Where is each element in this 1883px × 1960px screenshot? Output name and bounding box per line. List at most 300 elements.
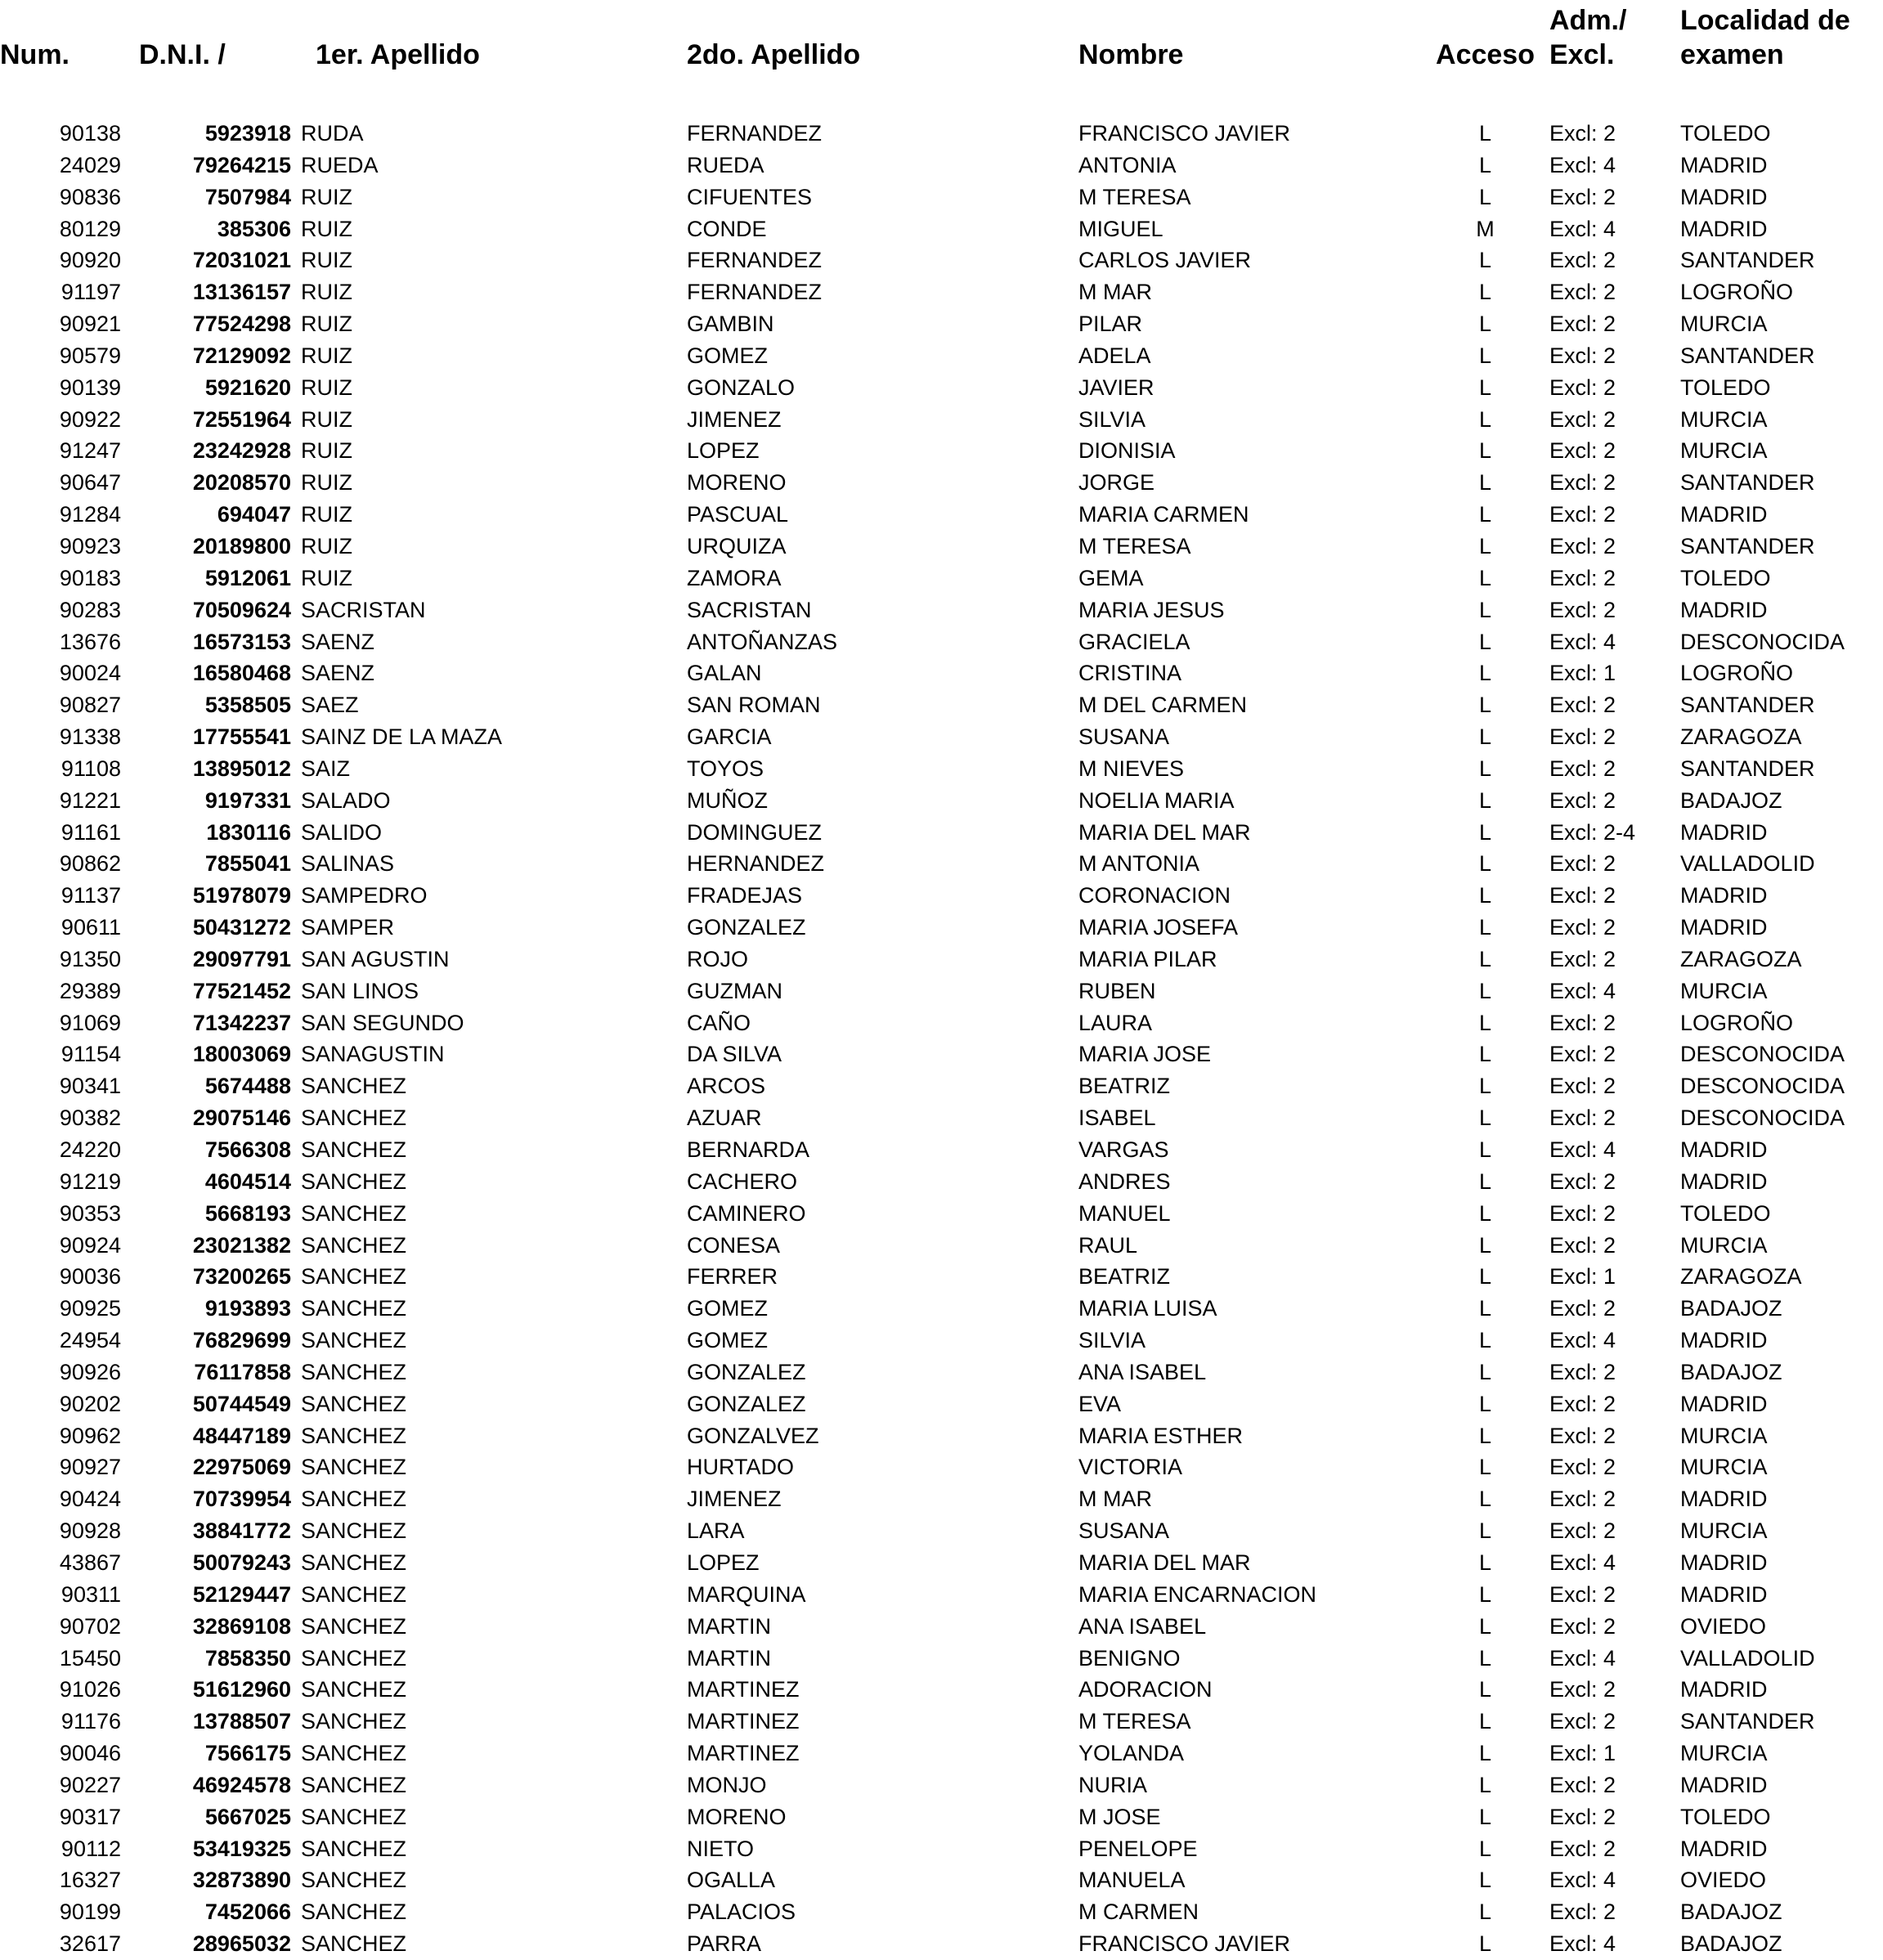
cell-num: 91247 xyxy=(59,438,121,464)
cell-apellido2: TOYOS xyxy=(687,756,764,781)
cell-localidad: BADAJOZ xyxy=(1680,1359,1782,1384)
cell-num: 90923 xyxy=(59,533,121,558)
cell-nombre: MIGUEL xyxy=(1078,216,1163,241)
cell-num: 91176 xyxy=(61,1709,121,1734)
cell-dni: 13788507 xyxy=(192,1709,291,1734)
cell-num: 90827 xyxy=(59,693,121,718)
table-row xyxy=(0,721,1883,753)
cell-num: 90311 xyxy=(61,1581,121,1607)
cell-acceso: L xyxy=(1478,1487,1492,1512)
cell-dni: 7858350 xyxy=(204,1645,291,1671)
cell-nombre: CARLOS JAVIER xyxy=(1078,248,1252,273)
cell-adm-excl: Excl: 4 xyxy=(1549,152,1616,177)
cell-num: 90046 xyxy=(59,1741,121,1766)
cell-apellido1: SANCHEZ xyxy=(301,1899,407,1925)
cell-dni: 5912061 xyxy=(204,565,291,590)
cell-nombre: GEMA xyxy=(1078,565,1144,590)
cell-apellido1: SANCHEZ xyxy=(301,1391,407,1416)
cell-num: 90928 xyxy=(59,1518,121,1544)
cell-apellido2: JIMENEZ xyxy=(687,406,782,432)
cell-apellido1: RUIZ xyxy=(301,375,352,400)
cell-localidad: SANTANDER xyxy=(1680,693,1815,718)
cell-apellido1: RUIZ xyxy=(301,565,352,590)
cell-adm-excl: Excl: 2 xyxy=(1549,1042,1616,1067)
cell-num: 90227 xyxy=(59,1772,121,1797)
header-nombre: Nombre xyxy=(1078,39,1184,70)
cell-dni: 16580468 xyxy=(192,661,291,686)
cell-dni: 77521452 xyxy=(192,978,291,1003)
cell-acceso: L xyxy=(1478,1074,1492,1099)
cell-nombre: ADELA xyxy=(1078,343,1151,368)
cell-dni: 71342237 xyxy=(192,1010,291,1035)
cell-nombre: PENELOPE xyxy=(1078,1836,1198,1861)
cell-apellido1: SALINAS xyxy=(301,851,395,877)
cell-acceso: L xyxy=(1478,375,1492,400)
cell-adm-excl: Excl: 2 xyxy=(1549,1074,1616,1099)
cell-apellido2: MORENO xyxy=(687,1804,787,1829)
cell-num: 90183 xyxy=(59,565,121,590)
cell-localidad: MURCIA xyxy=(1680,1455,1768,1480)
cell-acceso: L xyxy=(1478,851,1492,877)
cell-nombre: MARIA DEL MAR xyxy=(1078,1550,1251,1575)
cell-acceso: L xyxy=(1478,438,1492,464)
cell-adm-excl: Excl: 2 xyxy=(1549,756,1616,781)
cell-adm-excl: Excl: 2 xyxy=(1549,946,1616,971)
table-row xyxy=(0,118,1883,150)
cell-dni: 7566308 xyxy=(204,1137,291,1162)
cell-acceso: L xyxy=(1478,502,1492,527)
cell-dni: 13136157 xyxy=(192,280,291,305)
table-row xyxy=(0,1547,1883,1579)
table-row xyxy=(0,1706,1883,1738)
cell-apellido2: OGALLA xyxy=(687,1868,776,1893)
cell-adm-excl: Excl: 4 xyxy=(1549,978,1616,1003)
cell-acceso: L xyxy=(1478,1455,1492,1480)
cell-localidad: MURCIA xyxy=(1680,406,1768,432)
cell-adm-excl: Excl: 2 xyxy=(1549,1613,1616,1639)
cell-localidad: TOLEDO xyxy=(1680,121,1771,146)
cell-apellido2: AZUAR xyxy=(687,1106,762,1131)
cell-num: 91154 xyxy=(61,1042,121,1067)
cell-dni: 72551964 xyxy=(192,406,291,432)
cell-apellido1: SANCHEZ xyxy=(301,1550,407,1575)
cell-nombre: M MAR xyxy=(1078,1487,1152,1512)
cell-localidad: MURCIA xyxy=(1680,1518,1768,1544)
cell-localidad: SANTANDER xyxy=(1680,533,1815,558)
header-apellido2: 2do. Apellido xyxy=(687,39,861,70)
cell-nombre: FRANCISCO JAVIER xyxy=(1078,121,1291,146)
cell-nombre: M JOSE xyxy=(1078,1804,1161,1829)
header-apellido1: 1er. Apellido xyxy=(316,39,480,70)
cell-dni: 22975069 xyxy=(192,1455,291,1480)
table-row xyxy=(0,1483,1883,1515)
cell-dni: 76117858 xyxy=(194,1359,291,1384)
cell-dni: 17755541 xyxy=(192,724,291,750)
cell-adm-excl: Excl: 2 xyxy=(1549,1487,1616,1512)
table-row xyxy=(0,689,1883,721)
table-row xyxy=(0,1674,1883,1706)
cell-nombre: MARIA ESTHER xyxy=(1078,1423,1244,1448)
cell-localidad: MADRID xyxy=(1680,1550,1768,1575)
table-row xyxy=(0,1261,1883,1293)
cell-dni: 5923918 xyxy=(204,121,291,146)
cell-nombre: MARIA JOSEFA xyxy=(1078,915,1239,940)
cell-nombre: MARIA PILAR xyxy=(1078,946,1217,971)
cell-nombre: BEATRIZ xyxy=(1078,1264,1171,1289)
cell-apellido1: SANCHEZ xyxy=(301,1868,407,1893)
cell-localidad: DESCONOCIDA xyxy=(1680,1042,1845,1067)
cell-nombre: MARIA JESUS xyxy=(1078,597,1225,622)
cell-localidad: MURCIA xyxy=(1680,978,1768,1003)
cell-nombre: BEATRIZ xyxy=(1078,1074,1171,1099)
cell-apellido2: ANTOÑANZAS xyxy=(687,629,838,654)
cell-nombre: VARGAS xyxy=(1078,1137,1169,1162)
cell-apellido1: SAN AGUSTIN xyxy=(301,946,450,971)
cell-dni: 50079243 xyxy=(192,1550,291,1575)
cell-apellido1: SAENZ xyxy=(301,661,375,686)
cell-dni: 77524298 xyxy=(192,312,291,337)
cell-num: 90024 xyxy=(59,661,121,686)
cell-adm-excl: Excl: 2 xyxy=(1549,1709,1616,1734)
cell-num: 29389 xyxy=(59,978,121,1003)
cell-localidad: MADRID xyxy=(1680,597,1768,622)
cell-localidad: ZARAGOZA xyxy=(1680,946,1802,971)
cell-apellido1: SANCHEZ xyxy=(301,1168,407,1194)
cell-apellido1: SAINZ DE LA MAZA xyxy=(301,724,503,750)
cell-apellido1: SANCHEZ xyxy=(301,1772,407,1797)
cell-apellido1: RUIZ xyxy=(301,312,352,337)
cell-dni: 20189800 xyxy=(192,533,291,558)
cell-acceso: L xyxy=(1478,1645,1492,1671)
cell-localidad: MURCIA xyxy=(1680,1741,1768,1766)
cell-num: 13676 xyxy=(59,629,121,654)
cell-apellido1: SAMPER xyxy=(301,915,395,940)
table-row xyxy=(0,1611,1883,1643)
cell-apellido2: MARTINEZ xyxy=(687,1677,800,1702)
table-row xyxy=(0,1643,1883,1675)
cell-apellido1: RUIZ xyxy=(301,280,352,305)
cell-acceso: L xyxy=(1478,787,1492,813)
cell-localidad: LOGROÑO xyxy=(1680,661,1794,686)
cell-nombre: MARIA LUISA xyxy=(1078,1296,1217,1321)
cell-nombre: ANTONIA xyxy=(1078,152,1177,177)
cell-nombre: NURIA xyxy=(1078,1772,1148,1797)
cell-acceso: L xyxy=(1478,184,1492,209)
table-row xyxy=(0,944,1883,976)
cell-acceso: L xyxy=(1478,1709,1492,1734)
cell-dni: 70739954 xyxy=(192,1487,291,1512)
cell-apellido1: RUIZ xyxy=(301,184,352,209)
cell-acceso: L xyxy=(1478,946,1492,971)
cell-acceso: L xyxy=(1478,1328,1492,1353)
cell-dni: 72031021 xyxy=(192,248,291,273)
table-row xyxy=(0,817,1883,849)
cell-localidad: VALLADOLID xyxy=(1680,851,1815,877)
cell-apellido1: RUDA xyxy=(301,121,364,146)
cell-adm-excl: Excl: 2 xyxy=(1549,1168,1616,1194)
cell-nombre: RAUL xyxy=(1078,1232,1138,1258)
cell-apellido1: SANCHEZ xyxy=(301,1613,407,1639)
cell-adm-excl: Excl: 2 xyxy=(1549,1836,1616,1861)
cell-apellido2: MARTINEZ xyxy=(687,1709,800,1734)
cell-acceso: L xyxy=(1478,565,1492,590)
cell-dni: 50744549 xyxy=(192,1391,291,1416)
cell-localidad: MURCIA xyxy=(1680,1232,1768,1258)
cell-dni: 29097791 xyxy=(192,946,291,971)
cell-adm-excl: Excl: 2 xyxy=(1549,280,1616,305)
cell-apellido2: MARTINEZ xyxy=(687,1741,800,1766)
cell-nombre: M DEL CARMEN xyxy=(1078,693,1248,718)
cell-num: 90702 xyxy=(59,1613,121,1639)
cell-localidad: SANTANDER xyxy=(1680,756,1815,781)
cell-localidad: MADRID xyxy=(1680,1487,1768,1512)
cell-localidad: TOLEDO xyxy=(1680,375,1771,400)
cell-adm-excl: Excl: 2 xyxy=(1549,470,1616,496)
cell-adm-excl: Excl: 2 xyxy=(1549,1232,1616,1258)
cell-adm-excl: Excl: 2 xyxy=(1549,915,1616,940)
table-row xyxy=(0,467,1883,499)
cell-apellido2: MONJO xyxy=(687,1772,767,1797)
cell-dni: 32869108 xyxy=(192,1613,291,1639)
cell-dni: 20208570 xyxy=(192,470,291,496)
table-row xyxy=(0,563,1883,594)
cell-adm-excl: Excl: 2 xyxy=(1549,787,1616,813)
cell-apellido2: BERNARDA xyxy=(687,1137,810,1162)
cell-acceso: L xyxy=(1478,1613,1492,1639)
cell-dni: 5667025 xyxy=(204,1804,291,1829)
cell-localidad: MADRID xyxy=(1680,819,1768,845)
cell-apellido1: SAN SEGUNDO xyxy=(301,1010,464,1035)
cell-dni: 9197331 xyxy=(204,787,291,813)
cell-localidad: VALLADOLID xyxy=(1680,1645,1815,1671)
cell-num: 90036 xyxy=(59,1264,121,1289)
cell-adm-excl: Excl: 4 xyxy=(1549,629,1616,654)
table-row xyxy=(0,244,1883,276)
table-row xyxy=(0,1579,1883,1611)
cell-dni: 7855041 xyxy=(204,851,291,877)
cell-apellido2: ARCOS xyxy=(687,1074,766,1099)
cell-apellido2: MARTIN xyxy=(687,1645,772,1671)
cell-adm-excl: Excl: 2 xyxy=(1549,1359,1616,1384)
cell-localidad: BADAJOZ xyxy=(1680,1296,1782,1321)
cell-localidad: MURCIA xyxy=(1680,438,1768,464)
cell-nombre: SILVIA xyxy=(1078,1328,1146,1353)
cell-localidad: MADRID xyxy=(1680,1836,1768,1861)
cell-acceso: L xyxy=(1478,597,1492,622)
cell-adm-excl: Excl: 4 xyxy=(1549,216,1616,241)
cell-acceso: L xyxy=(1478,470,1492,496)
cell-acceso: L xyxy=(1478,693,1492,718)
table-row xyxy=(0,1102,1883,1134)
cell-nombre: RUBEN xyxy=(1078,978,1156,1003)
table-row xyxy=(0,276,1883,308)
table-row xyxy=(0,213,1883,245)
cell-dni: 38841772 xyxy=(192,1518,291,1544)
cell-dni: 7507984 xyxy=(204,184,291,209)
cell-adm-excl: Excl: 2 xyxy=(1549,851,1616,877)
cell-dni: 48447189 xyxy=(192,1423,291,1448)
cell-apellido2: FRADEJAS xyxy=(687,883,803,908)
cell-num: 90926 xyxy=(59,1359,121,1384)
cell-apellido1: SANCHEZ xyxy=(301,1581,407,1607)
cell-localidad: LOGROÑO xyxy=(1680,1010,1794,1035)
table-row xyxy=(0,1230,1883,1262)
cell-adm-excl: Excl: 2 xyxy=(1549,1804,1616,1829)
cell-num: 91197 xyxy=(61,280,121,305)
cell-num: 90341 xyxy=(59,1074,121,1099)
cell-dni: 7452066 xyxy=(204,1899,291,1925)
header-dni: D.N.I. / xyxy=(139,39,226,70)
table-row xyxy=(0,1928,1883,1960)
cell-apellido1: SACRISTAN xyxy=(301,597,426,622)
header-adm-line1: Adm./ xyxy=(1549,5,1627,36)
cell-localidad: MADRID xyxy=(1680,1137,1768,1162)
cell-apellido2: GONZALEZ xyxy=(687,1359,806,1384)
table-row xyxy=(0,1420,1883,1452)
header-acceso: Acceso xyxy=(1436,39,1535,70)
cell-adm-excl: Excl: 2 xyxy=(1549,121,1616,146)
cell-acceso: L xyxy=(1478,1423,1492,1448)
cell-apellido1: RUIZ xyxy=(301,533,352,558)
cell-localidad: MADRID xyxy=(1680,502,1768,527)
cell-adm-excl: Excl: 2 xyxy=(1549,597,1616,622)
cell-nombre: LAURA xyxy=(1078,1010,1153,1035)
cell-localidad: OVIEDO xyxy=(1680,1868,1767,1893)
cell-adm-excl: Excl: 1 xyxy=(1549,661,1616,686)
cell-nombre: JAVIER xyxy=(1078,375,1154,400)
table-row xyxy=(0,372,1883,404)
cell-nombre: ISABEL xyxy=(1078,1106,1156,1131)
table-row xyxy=(0,404,1883,436)
cell-num: 91350 xyxy=(59,946,121,971)
cell-apellido1: SANCHEZ xyxy=(301,1836,407,1861)
cell-apellido1: SANCHEZ xyxy=(301,1328,407,1353)
cell-localidad: LOGROÑO xyxy=(1680,280,1794,305)
cell-apellido2: GOMEZ xyxy=(687,1296,768,1321)
cell-dni: 23021382 xyxy=(192,1232,291,1258)
cell-apellido2: FERNANDEZ xyxy=(687,121,823,146)
cell-localidad: MADRID xyxy=(1680,1677,1768,1702)
cell-adm-excl: Excl: 2 xyxy=(1549,1772,1616,1797)
cell-nombre: M NIEVES xyxy=(1078,756,1185,781)
cell-apellido1: SANCHEZ xyxy=(301,1487,407,1512)
cell-num: 24029 xyxy=(59,152,121,177)
cell-num: 90862 xyxy=(59,851,121,877)
cell-nombre: NOELIA MARIA xyxy=(1078,787,1235,813)
cell-localidad: SANTANDER xyxy=(1680,343,1815,368)
cell-acceso: L xyxy=(1478,1741,1492,1766)
cell-adm-excl: Excl: 2 xyxy=(1549,1677,1616,1702)
cell-num: 90424 xyxy=(59,1487,121,1512)
cell-apellido2: NIETO xyxy=(687,1836,755,1861)
cell-nombre: CORONACION xyxy=(1078,883,1231,908)
cell-acceso: L xyxy=(1478,280,1492,305)
cell-acceso: L xyxy=(1478,883,1492,908)
cell-localidad: MADRID xyxy=(1680,216,1768,241)
cell-apellido2: MARTIN xyxy=(687,1613,772,1639)
cell-acceso: L xyxy=(1478,1232,1492,1258)
cell-adm-excl: Excl: 2 xyxy=(1549,1899,1616,1925)
cell-acceso: L xyxy=(1478,1868,1492,1893)
cell-adm-excl: Excl: 2 xyxy=(1549,1010,1616,1035)
cell-acceso: L xyxy=(1478,533,1492,558)
cell-num: 90202 xyxy=(59,1391,121,1416)
cell-apellido1: SANCHEZ xyxy=(301,1074,407,1099)
cell-nombre: SUSANA xyxy=(1078,724,1170,750)
header-num: Num. xyxy=(0,39,69,70)
cell-localidad: BADAJOZ xyxy=(1680,1931,1782,1957)
cell-adm-excl: Excl: 2 xyxy=(1549,184,1616,209)
cell-acceso: L xyxy=(1478,1518,1492,1544)
table-row xyxy=(0,753,1883,785)
cell-apellido1: RUIZ xyxy=(301,406,352,432)
cell-num: 91338 xyxy=(59,724,121,750)
cell-apellido2: DA SILVA xyxy=(687,1042,782,1067)
cell-apellido1: SANCHEZ xyxy=(301,1709,407,1734)
cell-acceso: L xyxy=(1478,248,1492,273)
cell-apellido1: SANCHEZ xyxy=(301,1455,407,1480)
cell-nombre: PILAR xyxy=(1078,312,1143,337)
cell-apellido2: GOMEZ xyxy=(687,343,768,368)
cell-apellido1: RUIZ xyxy=(301,216,352,241)
cell-num: 90927 xyxy=(59,1455,121,1480)
cell-num: 91219 xyxy=(59,1168,121,1194)
cell-apellido2: JIMENEZ xyxy=(687,1487,782,1512)
cell-nombre: SUSANA xyxy=(1078,1518,1170,1544)
table-row xyxy=(0,1388,1883,1420)
cell-dni: 23242928 xyxy=(192,438,291,464)
cell-nombre: M TERESA xyxy=(1078,533,1191,558)
cell-apellido2: RUEDA xyxy=(687,152,764,177)
cell-adm-excl: Excl: 4 xyxy=(1549,1931,1616,1957)
cell-apellido1: SANCHEZ xyxy=(301,1645,407,1671)
table-row xyxy=(0,1451,1883,1483)
header-localidad-line1: Localidad de xyxy=(1680,5,1850,36)
cell-nombre: VICTORIA xyxy=(1078,1455,1183,1480)
cell-nombre: BENIGNO xyxy=(1078,1645,1181,1671)
cell-localidad: SANTANDER xyxy=(1680,248,1815,273)
cell-apellido1: SAMPEDRO xyxy=(301,883,428,908)
cell-num: 90317 xyxy=(59,1804,121,1829)
cell-localidad: DESCONOCIDA xyxy=(1680,1074,1845,1099)
cell-localidad: MADRID xyxy=(1680,184,1768,209)
cell-apellido2: ROJO xyxy=(687,946,749,971)
cell-adm-excl: Excl: 4 xyxy=(1549,1328,1616,1353)
cell-apellido2: GONZALEZ xyxy=(687,915,806,940)
cell-apellido1: SANCHEZ xyxy=(301,1804,407,1829)
cell-acceso: L xyxy=(1478,406,1492,432)
cell-num: 91161 xyxy=(61,819,121,845)
cell-num: 90139 xyxy=(59,375,121,400)
cell-num: 90199 xyxy=(59,1899,121,1925)
cell-acceso: L xyxy=(1478,629,1492,654)
cell-nombre: MARIA JOSE xyxy=(1078,1042,1212,1067)
cell-localidad: OVIEDO xyxy=(1680,1613,1767,1639)
cell-adm-excl: Excl: 2 xyxy=(1549,312,1616,337)
cell-apellido1: SALIDO xyxy=(301,819,383,845)
cell-apellido2: GUZMAN xyxy=(687,978,782,1003)
cell-apellido2: GONZALVEZ xyxy=(687,1423,819,1448)
cell-apellido1: SANCHEZ xyxy=(301,1232,407,1258)
cell-adm-excl: Excl: 2 xyxy=(1549,533,1616,558)
cell-adm-excl: Excl: 2-4 xyxy=(1549,819,1636,845)
cell-num: 91221 xyxy=(59,787,121,813)
cell-dni: 50431272 xyxy=(192,915,291,940)
cell-num: 90922 xyxy=(59,406,121,432)
cell-num: 90924 xyxy=(59,1232,121,1258)
cell-acceso: L xyxy=(1478,1010,1492,1035)
cell-localidad: MADRID xyxy=(1680,915,1768,940)
